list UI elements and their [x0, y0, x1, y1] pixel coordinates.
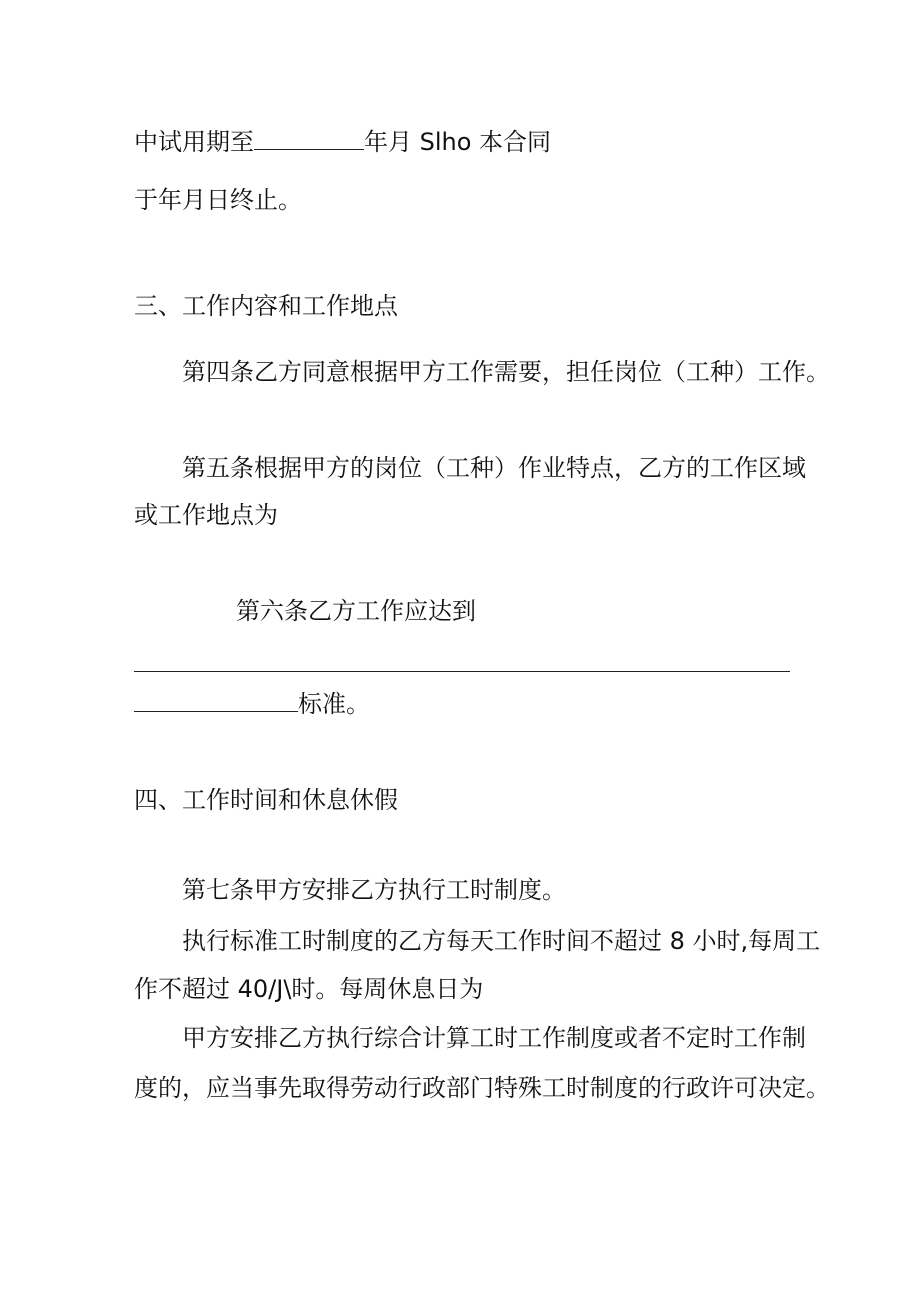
- contract-termination-line: 于年月日终止。: [134, 186, 302, 214]
- trial-suffix: 年月 Slho 本合同: [364, 128, 552, 156]
- trial-period-line: [134, 126, 551, 158]
- section-3-heading: 三、工作内容和工作地点: [134, 292, 398, 320]
- article-6-standard-blank: [134, 689, 298, 712]
- article-6-end: 标准。: [298, 690, 370, 718]
- comprehensive-hours-line-2: 度的，应当事先取得劳动行政部门特殊工时制度的行政许可决定。: [134, 1074, 830, 1102]
- standard-hours-line-2: 作不超过 40/J\时。每周休息日为: [134, 975, 484, 1003]
- article-6-blank-rule: [134, 671, 790, 672]
- trial-end-blank: [254, 127, 364, 150]
- article-6: 第六条乙方工作应达到: [236, 597, 476, 625]
- comprehensive-hours-line-1: 甲方安排乙方执行综合计算工时工作制度或者不定时工作制: [182, 1024, 806, 1052]
- article-5-line-1: 第五条根据甲方的岗位（工种）作业特点，乙方的工作区域: [182, 454, 806, 482]
- standard-hours-line-1: 执行标准工时制度的乙方每天工作时间不超过 8 小时,每周工: [182, 927, 821, 955]
- article-6-end-line: [134, 688, 370, 720]
- section-4-heading: 四、工作时间和休息休假: [134, 786, 398, 814]
- trial-prefix: 中试用期至: [134, 128, 254, 156]
- article-7: 第七条甲方安排乙方执行工时制度。: [182, 876, 566, 904]
- article-4: 第四条乙方同意根据甲方工作需要，担任岗位（工种）工作。: [182, 358, 830, 386]
- article-5-line-2: 或工作地点为: [134, 501, 278, 529]
